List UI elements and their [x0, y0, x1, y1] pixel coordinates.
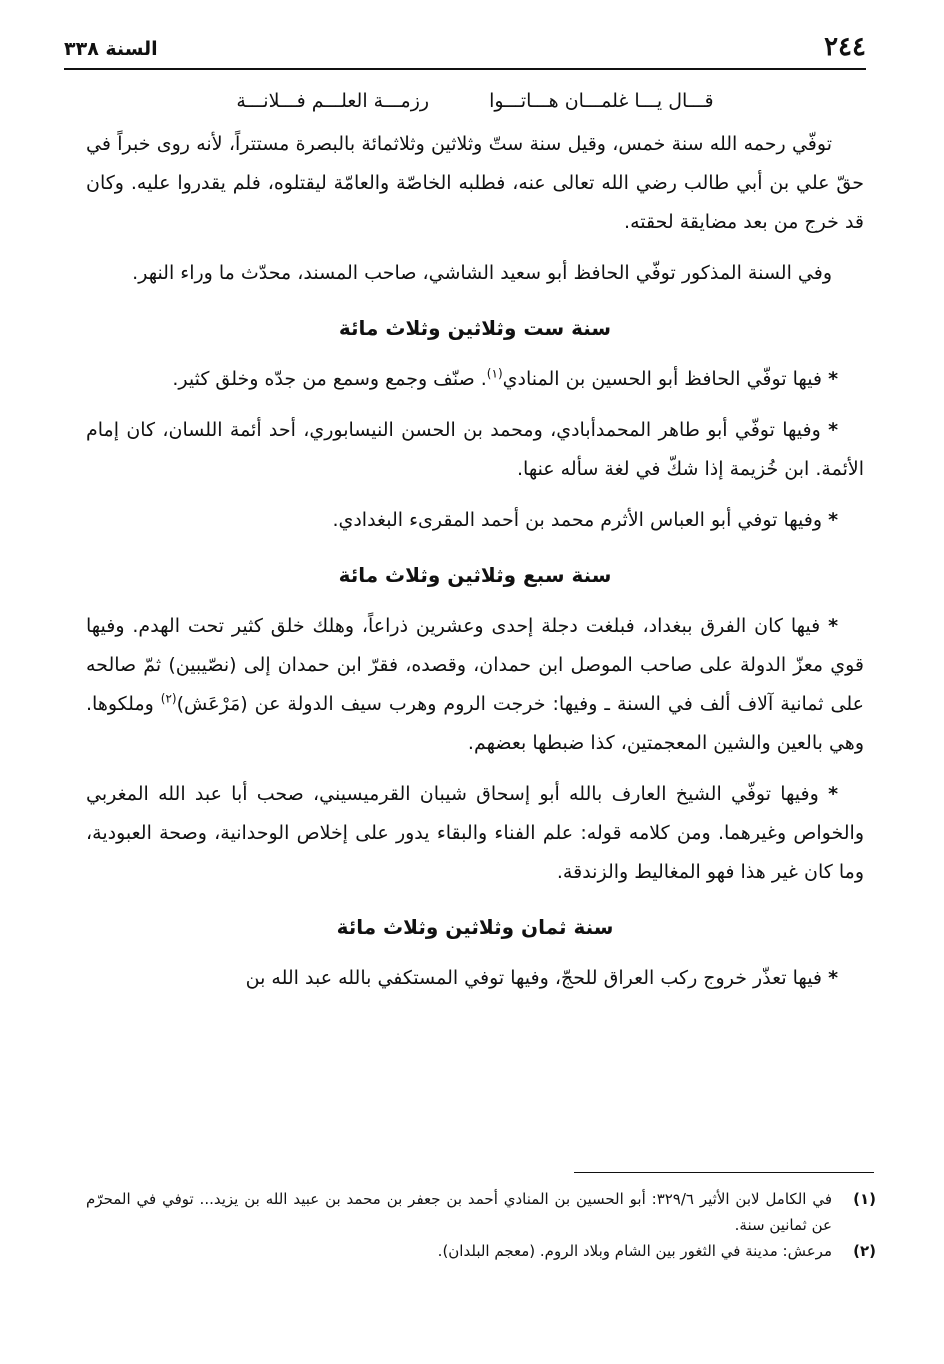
section-heading: سنة ست وثلاثين وثلاث مائة [338, 316, 612, 340]
entry-text: وفيها توفّي أبو طاهر المحمدأبادي، ومحمد بن الحسن النيسابوري، أحد أئمة اللسان، كان إمام الأئمة. ابن خُزيمة إذا شكّ في لغة سأله عنها. [86, 419, 864, 480]
footnote-ref[interactable]: (١) [486, 366, 503, 381]
section-heading: سنة ثمان وثلاثين وثلاث مائة [336, 915, 614, 939]
entry-text: وفيها توفّي الشيخ العارف بالله أبو إسحاق شيبان القرميسيني، صحب أبا عبد الله المغربي والخواص وغيرهما. ومن كلامه قوله: علم الفناء والبقاء يدور على إخلاص الوحدانية، وصحة العبودية، وما كان غير هذا فهو المغاليط والزندقة. [86, 783, 864, 883]
entry-paragraph [86, 607, 864, 763]
footnote-item [86, 1238, 876, 1264]
footnote-separator [574, 1172, 874, 1173]
section-heading: سنة سبع وثلاثين وثلاث مائة [338, 563, 612, 587]
footnote-text: مرعش: مدينة في الثغور بين الشام وبلاد الروم. (معجم البلدان). [437, 1242, 832, 1260]
bullet-mark: * [828, 783, 838, 805]
footnote-number: (١) [853, 1190, 876, 1208]
entry-text: . صنّف وجمع وسمع من جدّه وخلق كثير. [172, 368, 487, 390]
entry-text: فيها كان الفرق ببغداد، فبلغت دجلة إحدى وعشرين ذراعاً، وهلك خلق كثير تحت الهدم. وفيها قوي معزّ الدولة على صاحب الموصل ابن حمدان، وقصده، فقرّ ابن حمدان إلى (نصّيبين) ثمّ صالحه على ثمانية آلاف ألف في السنة ـ وفيها: خرجت الروم وهرب سيف الدولة عن (مَرْعَش) [86, 615, 864, 715]
footnote-text: في الكامل لابن الأثير ٣٢٩/٦: أبو الحسين بن المنادي أحمد بن جعفر بن محمد بن عبيد الله بن يزيد... توفي في المحرّم عن ثمانين سنة. [86, 1190, 832, 1234]
bullet-mark: * [828, 967, 838, 989]
paragraph: توفّي رحمه الله سنة خمس، وقيل سنة ستّ وثلاثين وثلاثمائة بالبصرة مستتراً، لأنه روى خبراً في حقّ علي بن أبي طالب رضي الله تعالى عنه، فطلبه الخاصّة والعامّة ليقتلوه، فلم يقدروا عليه. وكان قد خرج من بعد مضايقة لحقته. [86, 133, 864, 233]
page-header [64, 30, 866, 70]
main-text [86, 82, 864, 1010]
verse-second-hemistich: رزمـــة العلـــم فـــلانـــة [236, 90, 430, 112]
bullet-mark: * [828, 615, 838, 637]
footnotes [86, 1186, 876, 1264]
bullet-mark: * [828, 368, 838, 390]
paragraph: وفي السنة المذكور توفّي الحافظ أبو سعيد الشاشي، صاحب المسند، محدّث ما وراء النهر. [132, 262, 832, 284]
entry-paragraph [86, 411, 864, 489]
entry-text: وملكوها. وهي بالعين والشين المعجمتين، كذا ضبطها بعضهم. [86, 693, 864, 754]
entry-text: فيها توفّي الحافظ أبو الحسين بن المنادي [502, 368, 823, 390]
entry-paragraph [86, 501, 864, 540]
entry-paragraph [86, 775, 864, 892]
entry-text: فيها تعذّر خروج ركب العراق للحجّ، وفيها توفي المستكفي بالله عبد الله بن [245, 967, 823, 989]
poetry-verse [106, 82, 844, 121]
running-head: السنة ٣٣٨ [64, 38, 158, 60]
footnote-ref[interactable]: (٢) [160, 691, 177, 706]
bullet-mark: * [828, 509, 838, 531]
footnote-item [86, 1186, 876, 1238]
footnote-number: (٢) [853, 1242, 876, 1260]
header-rule [64, 68, 866, 70]
page-number: ٢٤٤ [824, 32, 866, 62]
entry-text: وفيها توفي أبو العباس الأثرم محمد بن أحمد المقرىء البغدادي. [332, 509, 823, 531]
verse-first-hemistich: قـــال يـــا غلمـــان هـــاتـــوا [489, 90, 714, 112]
entry-paragraph [86, 959, 864, 998]
entry-paragraph [86, 360, 864, 399]
bullet-mark: * [828, 419, 838, 441]
